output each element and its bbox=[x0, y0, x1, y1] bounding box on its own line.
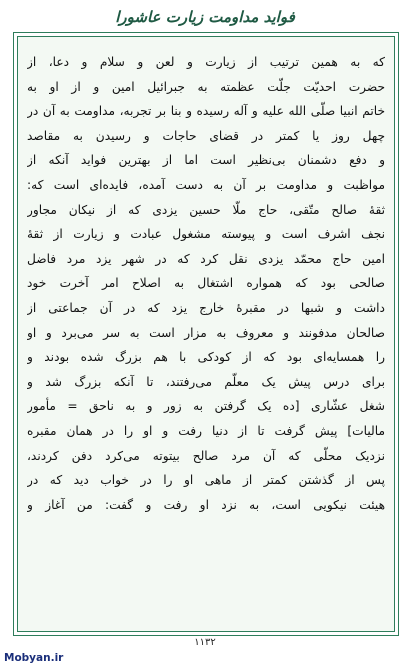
text-line: مواظبت و مداومت بر آن به دست آمده، فایده‌ای است که: bbox=[27, 177, 385, 192]
text-line: نزدیک محلّی که آن مرد صالح بیتوته می‌کرد دفن کردند، bbox=[27, 448, 385, 463]
text-line: ثقهٔ صالح متّقی، حاج ملّا حسین یزدی که از نیکان مجاور bbox=[27, 202, 385, 217]
page-number: ۱۱۳۲ bbox=[194, 637, 216, 648]
text-line: نجف اشرف است و پیوسته مشغول عبادت و زیارت از ثقهٔ bbox=[27, 227, 385, 242]
body-text bbox=[27, 50, 385, 517]
text-line: امین حاج محمّد یزدی نقل کرد که در شهر یزد مرد فاضل bbox=[27, 251, 385, 266]
text-line: حضرت احدیّت جلّت عظمته به جبرائیل امین و از او به bbox=[27, 79, 385, 94]
text-line: پس از گذشتن کمتر از ماهی او را در خواب دید که در bbox=[27, 473, 385, 488]
text-line: شغل عشّاری [ده یک گرفتن به زور و به ناحق = مأمور bbox=[27, 399, 385, 414]
text-line: داشت و شبها در مقبرهٔ خارج یزد که در آن جماعتی از bbox=[27, 300, 385, 315]
text-line: و دفع دشمنان بی‌نظیر است اما از بهترین فواید آنکه از bbox=[27, 153, 385, 168]
text-line: هیئت نیکویی است، به نزد او رفت و گفت: من آغاز و bbox=[27, 497, 385, 512]
text-line: صالحی بود که همواره اشتغال به اصلاح امر آخرت خود bbox=[27, 276, 385, 291]
page-title: فواید مداومت زیارت عاشورا bbox=[115, 8, 295, 26]
text-line: مالیات] پیش گرفت تا از دنیا رفت و او را در همان مقبره bbox=[27, 423, 385, 438]
text-line: را همسایه‌ای بود که از کودکی با هم بزرگ شده بودند و bbox=[27, 350, 385, 365]
text-line: صالحان مدفونند و معروف به مزار است به سر می‌برد و او bbox=[27, 325, 385, 340]
text-line: که به همین ترتیب از زیارت و لعن و سلام و دعا، از bbox=[27, 55, 385, 69]
text-line: چهل روز یا کمتر در قضای حاجات و رسیدن به مقاصد bbox=[27, 128, 385, 143]
text-line: برای درس پیش یک معلّم می‌رفتند، تا آنکه بزرگ شد و bbox=[27, 374, 385, 389]
watermark-link[interactable]: Mobyan.ir bbox=[4, 652, 64, 664]
text-line: خاتم انبیا صلّی الله علیه و آله رسیده و بنا بر تجربه، مداومت به آن در bbox=[27, 104, 385, 119]
